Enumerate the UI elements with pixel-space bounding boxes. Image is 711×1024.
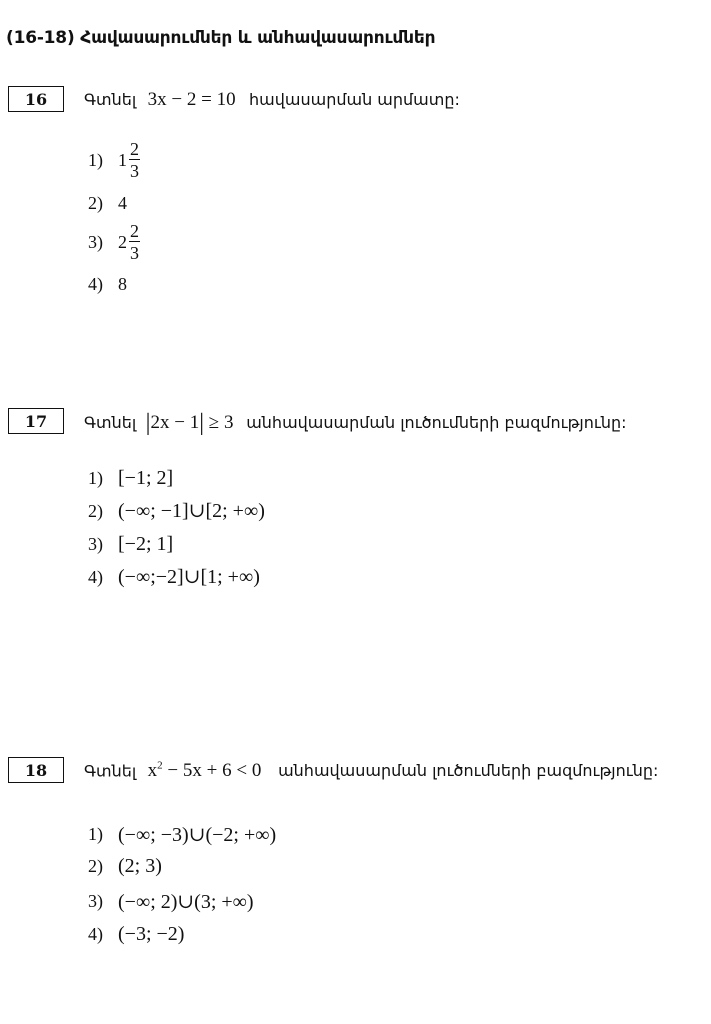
mixed-number-whole: 1 [118,149,127,170]
option-index: 2) [88,193,103,213]
option-value: (−∞; 2)∪(3; +∞) [118,891,254,913]
option-index: 1) [88,149,103,170]
mixed-number-whole: 2 [118,231,127,252]
question-prefix: Գտնել [84,90,137,109]
task-number-box: 16 [8,86,64,112]
inequality [148,760,266,781]
option-value: (2; 3) [118,855,162,877]
question-text [84,411,627,435]
option-index: 2) [88,856,103,876]
option-value: (−∞; −1]∪[2; +∞) [118,500,265,522]
inequality-tail: ≥ 3 [208,412,234,433]
option-index: 3) [88,891,103,911]
answer-option-1[interactable] [88,140,140,180]
answer-option-3[interactable] [88,889,254,914]
answer-option-3[interactable] [88,222,140,262]
option-value: [−1; 2] [118,467,174,489]
option-value: (−∞;−2]∪[1; +∞) [118,566,260,588]
expr-rest: − 5x + 6 < 0 [162,760,262,782]
option-index: 3) [88,534,103,554]
option-value: 4 [118,193,127,213]
question-prefix: Գտնել [84,761,137,781]
answer-option-4[interactable] [88,274,127,295]
fraction-numerator: 2 [130,221,139,241]
fraction [129,222,140,262]
fraction-denominator: 3 [130,243,139,263]
option-value: [−2; 1] [118,533,174,555]
abs-inner: 2x − 1 [150,412,200,433]
question-prefix: Գտնել [84,413,137,432]
question-text [84,760,658,782]
answer-option-1[interactable] [88,468,173,488]
expr-base: x [147,760,158,782]
option-index: 2) [88,501,103,521]
answer-option-2[interactable] [88,855,162,878]
option-index: 1) [88,468,103,488]
question-text [84,89,460,111]
option-index: 1) [88,824,103,844]
fraction-numerator: 2 [130,139,139,159]
abs-bar-left-icon: | [145,410,151,436]
fraction-denominator: 3 [130,161,139,181]
option-index: 4) [88,567,103,587]
task-number-box: 18 [8,757,64,783]
answer-option-4[interactable] [88,923,184,946]
answer-option-2[interactable] [88,193,127,214]
fraction [129,140,140,180]
expr-exponent: 2 [157,760,163,772]
option-value: (−3; −2) [118,923,185,945]
question-suffix: անհավասարման լուծումների բազմությունը: [278,761,659,781]
inequality [145,410,239,436]
option-index: 3) [88,231,103,252]
answer-option-1[interactable] [88,822,276,847]
option-index: 4) [88,274,103,294]
option-value: 8 [118,274,127,294]
question-suffix: անհավասարման լուծումների բազմությունը: [246,413,627,432]
task-number-box: 17 [8,408,64,434]
abs-bar-right-icon: | [199,410,205,436]
option-value: (−∞; −3)∪(−2; +∞) [118,824,277,846]
option-index: 4) [88,924,103,944]
question-suffix: հավասարման արմատը: [249,90,460,109]
answer-option-4[interactable] [88,567,260,587]
equation: 3x − 2 = 10 [147,89,236,110]
answer-option-2[interactable] [88,501,265,521]
answer-option-3[interactable] [88,534,173,554]
page-title: (16-18) Հավասարումներ և անհավասարումներ [6,28,436,48]
